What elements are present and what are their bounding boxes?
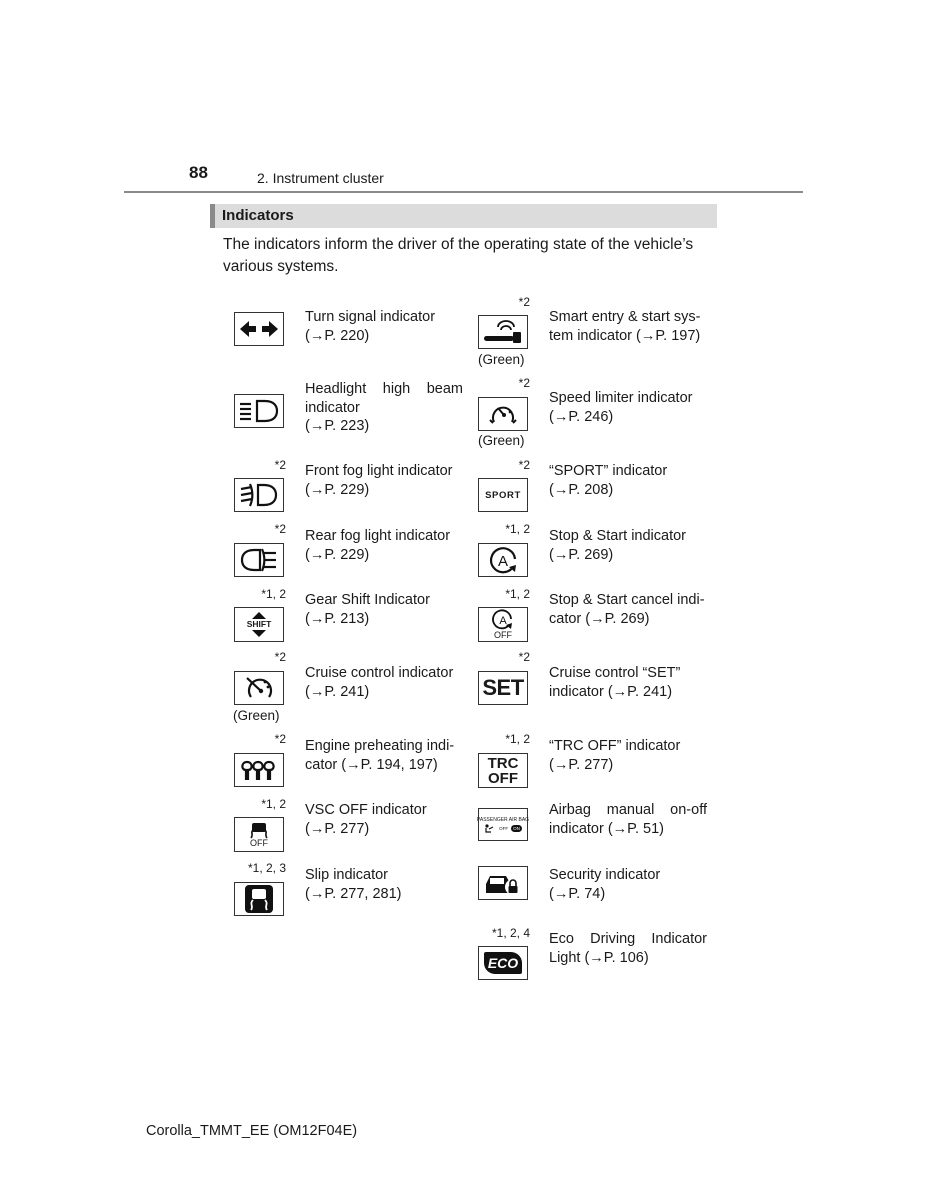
vsc-off-icon [234,817,284,852]
cancel-off-label: OFF [494,630,512,640]
word: on-off [670,802,707,818]
desc-line: (→P. 277, 281) [305,885,402,902]
desc-line: indicator [305,399,360,416]
security-description [549,866,707,903]
desc-line: (→P. 74) [549,885,606,902]
desc-line: (→P. 208) [549,481,614,498]
footnote-marker: *2 [274,732,286,746]
slip-description [305,866,465,903]
section-title: Indicators [222,207,294,224]
shift-down-arrow-icon [252,630,266,637]
section-heading [210,204,717,228]
airbag-description [549,801,707,838]
header-divider [124,191,803,193]
eco-leaf-shape [484,952,522,974]
airbag-off-label: OFF [499,825,509,831]
cruise-set-icon [478,671,528,705]
shift-label: SHIFT [246,619,272,629]
footnote-marker: *2 [518,650,530,664]
turn-signal-description [305,308,463,345]
desc-line: tem indicator (→P. 197) [549,327,701,344]
gear-shift-icon [234,607,284,642]
word: Driving [590,931,636,947]
desc-line: Front fog light indicator [305,463,453,479]
engine-preheating-description [305,737,462,774]
desc-line: “TRC OFF” indicator [549,738,681,754]
rear-fog-description [305,527,465,564]
chapter-title: 2. Instrument cluster [257,170,384,186]
desc-line: (→P. 269) [549,546,614,563]
color-caption: (Green) [478,352,525,367]
stop-start-cancel-icon [478,607,528,642]
desc-line: (→P. 220) [305,327,370,344]
desc-line: Speed limiter indicator [549,390,693,406]
page-number: 88 [189,163,208,182]
desc-line-justified [305,380,463,399]
footnote-marker: *1, 2 [505,732,530,746]
section-accent [210,204,215,228]
desc-line: Stop & Start cancel indi- [549,592,705,608]
vsc-off-label: OFF [250,838,268,848]
desc-line: (→P. 213) [305,610,370,627]
footnote-marker: *1, 2, 3 [247,861,286,875]
desc-line: Cruise control “SET” [549,665,681,681]
desc-line: indicator (→P. 241) [549,683,673,700]
cruise-control-description [305,664,465,701]
desc-line: VSC OFF indicator [305,802,427,818]
security-icon [478,866,528,900]
desc-line-justified [549,930,707,949]
color-caption: (Green) [233,708,280,723]
word: high [382,381,411,397]
smart-entry-icon [478,315,528,349]
desc-line: Rear fog light indicator [305,528,451,544]
intro-line-1: The indicators inform the driver of the operating state of the vehicle’s [223,236,694,253]
desc-line: (→P. 223) [305,418,370,434]
footnote-marker: *2 [518,458,530,472]
word: Airbag [549,802,591,818]
airbag-label: PASSENGER AIR BAG [476,816,530,823]
airbag-onoff-icon [478,808,528,841]
sport-description [549,462,707,499]
stop-start-icon [478,543,528,577]
desc-line: indicator (→P. 51) [549,820,664,837]
front-fog-light-icon [234,478,284,512]
desc-line: Light (→P. 106) [549,949,649,966]
trc-off-label: OFF [488,769,518,787]
footnote-marker: *2 [274,458,286,472]
word: manual [606,802,655,818]
trc-label: TRC [487,754,519,772]
front-fog-description [305,462,465,499]
desc-line: Engine preheating indi- [305,738,455,754]
desc-line: “SPORT” indicator [549,463,668,479]
word: beam [426,381,463,397]
footnote-marker: *1, 2, 4 [491,926,530,940]
word: Eco [549,931,574,947]
desc-line: Security indicator [549,867,661,883]
desc-line: (→P. 277) [549,756,614,773]
desc-line: Cruise control indicator [305,665,454,681]
seated-passenger-icon [484,824,496,833]
airbag-status-row [484,824,522,833]
desc-line: cator (→P. 194, 197) [305,756,438,773]
cruise-control-icon [234,671,284,705]
sport-mode-icon [478,478,528,512]
desc-line: Turn signal indicator [305,309,436,325]
word: Indicator [651,931,707,947]
footnote-marker: *1, 2 [261,797,286,811]
skid-car-icon [248,821,270,839]
gear-shift-description [305,591,465,628]
stop-start-cancel-description [549,591,707,628]
desc-line: (→P. 246) [549,408,614,425]
word: Headlight [305,381,367,397]
footnote-marker: *2 [518,376,530,390]
desc-line: cator (→P. 269) [549,610,650,627]
speed-limiter-icon [478,397,528,431]
footnote-marker: *1, 2 [505,587,530,601]
desc-line: Stop & Start indicator [549,528,687,544]
intro-line-2: various systems. [223,258,339,275]
engine-preheating-icon [234,753,284,787]
footnote-marker: *2 [518,295,530,309]
cruise-set-description [549,664,707,701]
footnote-marker: *2 [274,522,286,536]
vsc-off-description [305,801,465,838]
desc-line: (→P. 229) [305,546,370,563]
stop-start-letter: A [497,553,509,570]
eco-description [549,930,707,967]
smart-entry-description [549,308,707,345]
footnote-marker: *1, 2 [505,522,530,536]
stop-start-description [549,527,707,564]
eco-driving-icon [478,946,528,980]
footnote-marker: *1, 2 [261,587,286,601]
desc-line: Smart entry & start sys- [549,309,701,325]
speed-limiter-description [549,389,707,426]
desc-line: Slip indicator [305,867,389,883]
set-label: SET [482,675,524,700]
intro-paragraph [223,234,715,278]
cancel-letter: A [499,615,507,627]
footer-doc-id: Corolla_TMMT_EE (OM12F04E) [146,1123,358,1139]
airbag-on-label: ON [513,825,520,831]
turn-signal-icon [234,312,284,346]
shift-up-arrow-icon [252,612,266,619]
footnote-marker: *2 [274,650,286,664]
desc-line: (→P. 277) [305,820,370,837]
trc-off-icon [478,753,528,788]
color-caption: (Green) [478,433,525,448]
desc-line: Gear Shift Indicator [305,592,430,608]
desc-line: (→P. 229) [305,481,370,498]
slip-icon [234,882,284,916]
trc-off-description [549,737,707,774]
rear-fog-light-icon [234,543,284,577]
headlight-high-beam-icon [234,394,284,428]
sport-label: SPORT [485,489,521,501]
desc-line: (→P. 241) [305,683,370,700]
eco-label: ECO [487,955,519,971]
desc-line-justified [549,801,707,820]
headlight-description [305,380,463,436]
